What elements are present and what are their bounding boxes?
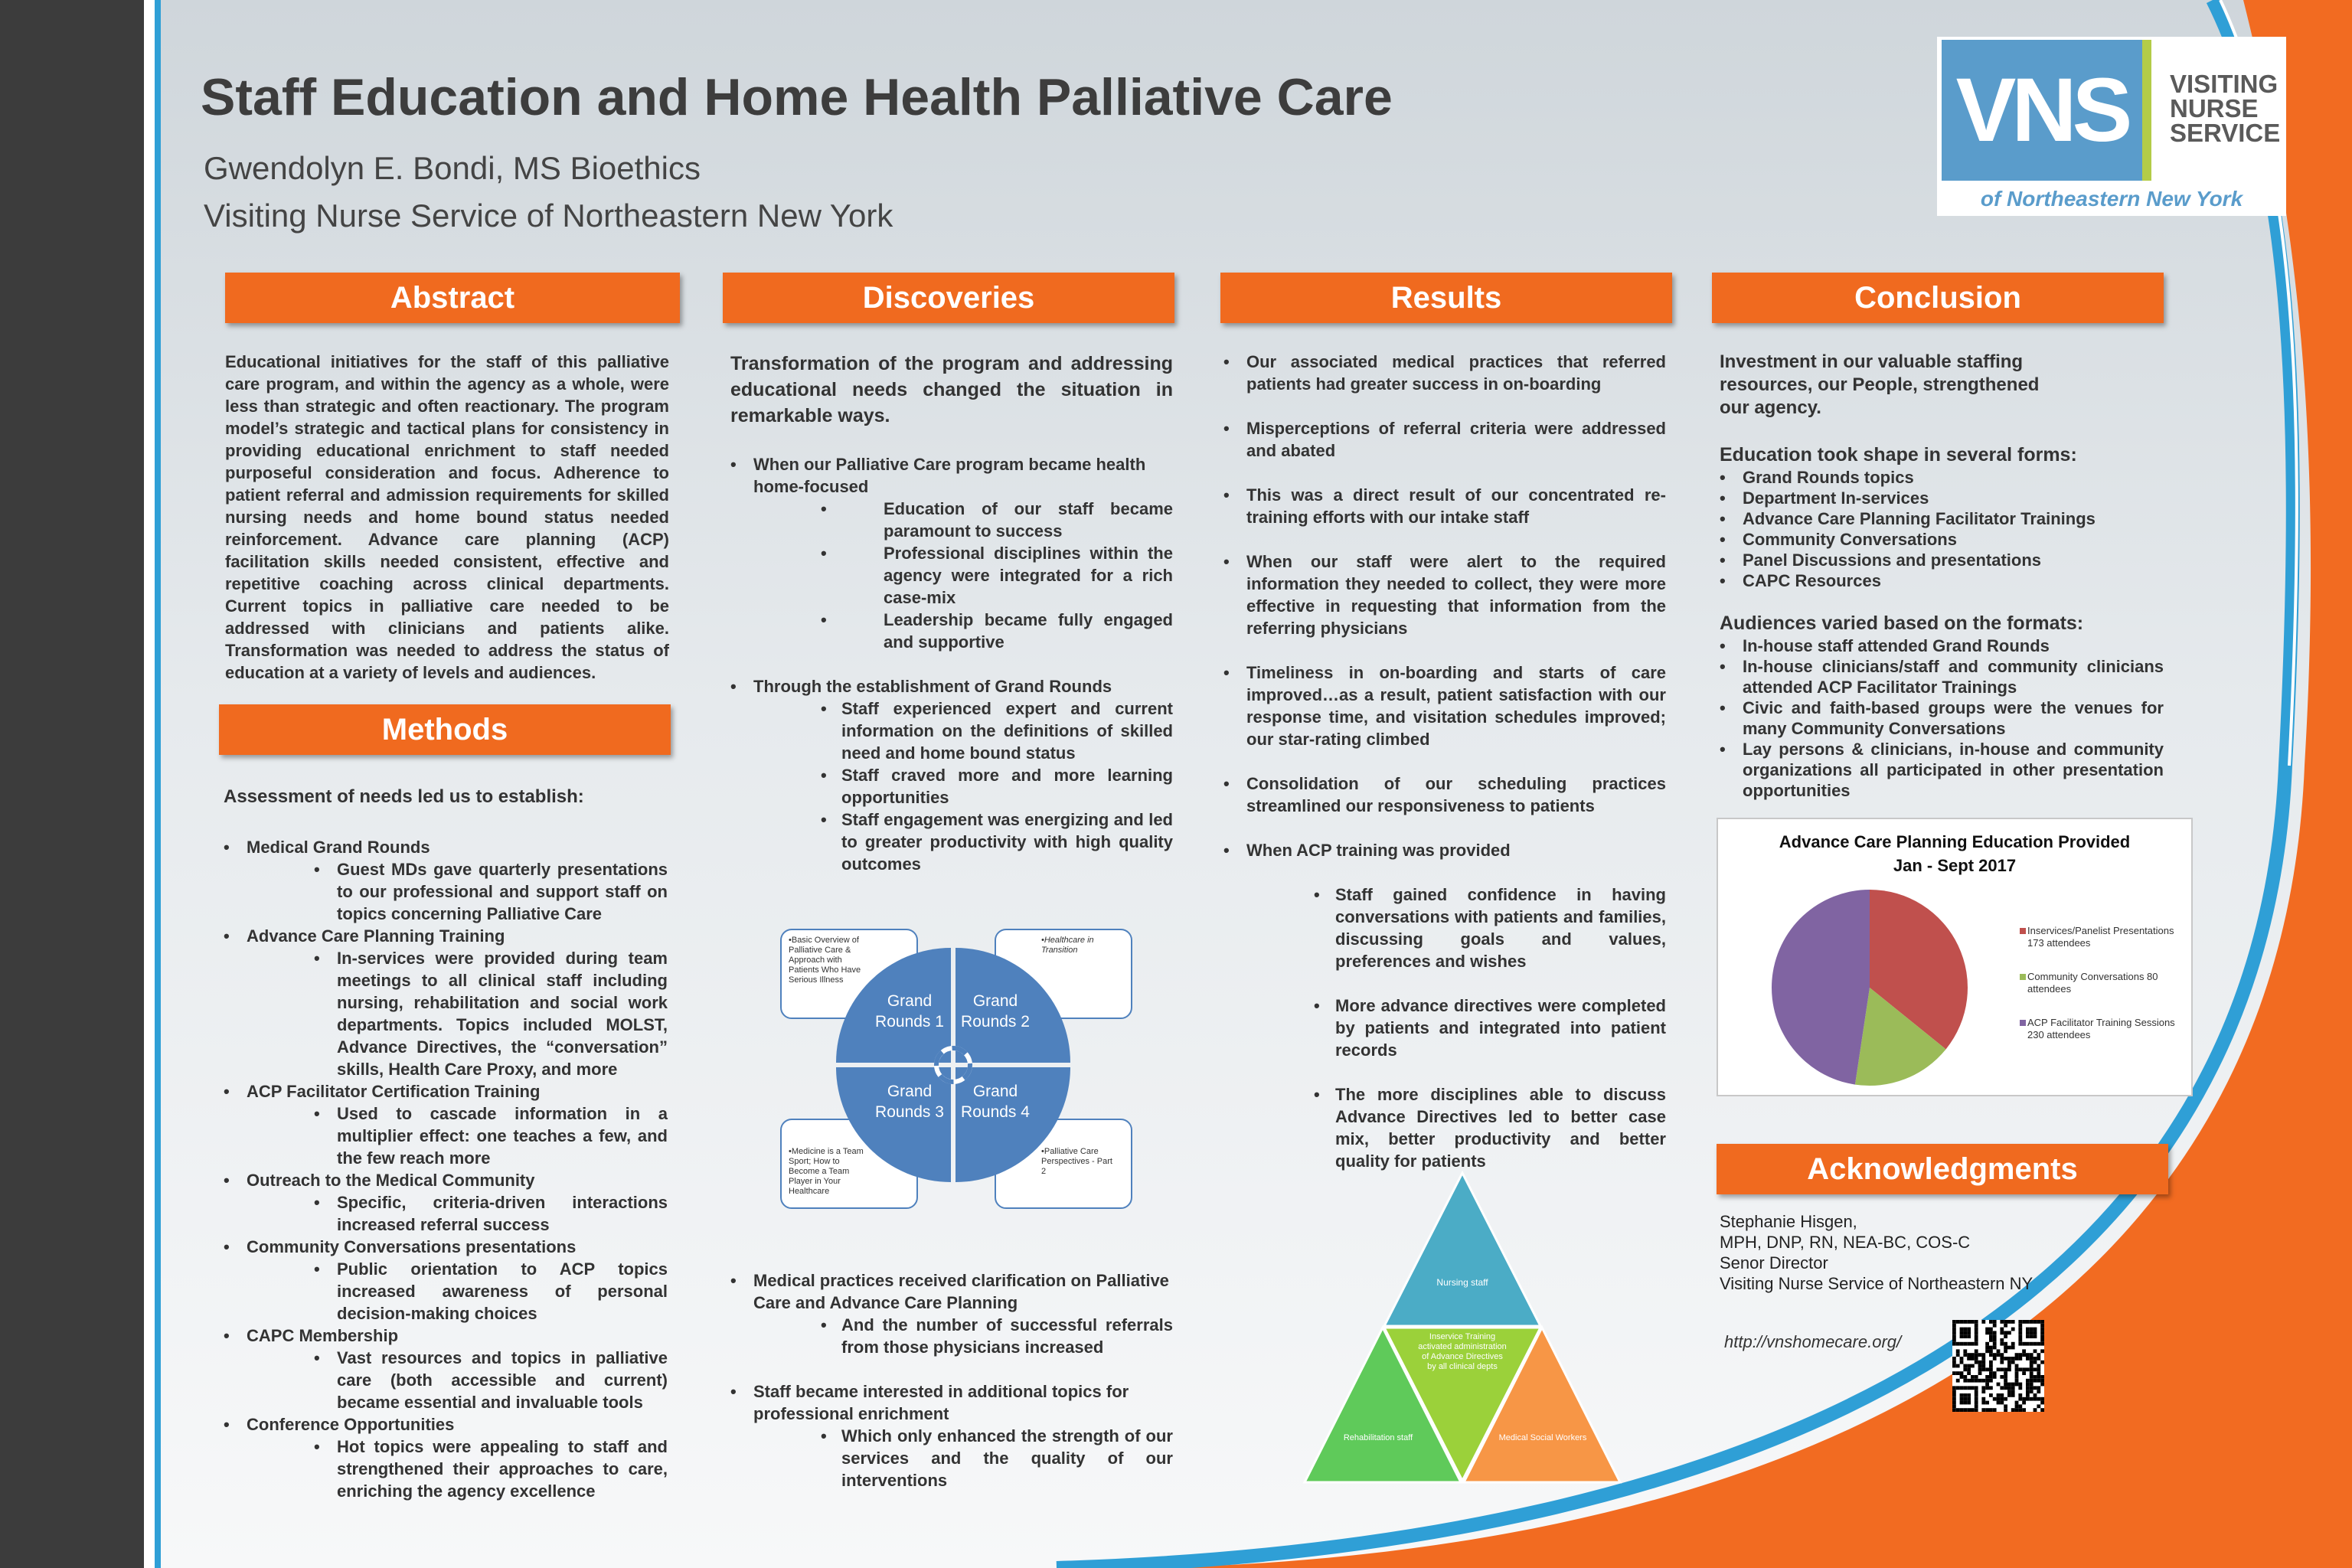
discoveries-item: • When our Palliative Care program became health home-focused <box>730 453 1173 498</box>
discoveries-intro: Transformation of the program and addressing educational needs changed the situation in remarkable ways. <box>730 353 1173 426</box>
results-heading: Results <box>1220 273 1672 323</box>
website-link[interactable]: http://vnshomecare.org/ <box>1724 1332 1902 1351</box>
abstract-body: Educational initiatives for the staff of this palliative care program, and within the agency as a whole, were less than strategic and often reactionary. The program model’s strategic and tactical plans for consistency in providing educational enrichment to staff needed purposeful consideration and focus. Adherence to patient referral and admission requirements for skilled nursing needs and home bound status needed reinforcement. Advance care planning (ACP) facilitation skills needed consistent, effective and repetitive coaching across clinical departments. Current topics in palliative care needed to be addressed with clinicians and patients alike. Transformation was needed to address the status of education at a variety of levels and audiences. <box>225 352 669 682</box>
conclusion-form-item: • Advance Care Planning Facilitator Trainings <box>1720 508 2164 529</box>
diagram-label-q1: Grand Rounds 1 <box>875 992 944 1031</box>
staff-triangle-diagram <box>1302 1170 1623 1491</box>
conclusion-forms-list <box>1720 467 2164 591</box>
methods-item: • Advance Care Planning Training <box>224 925 668 947</box>
discoveries-subitem: • Professional disciplines within the agency were integrated for a rich case-mix <box>730 542 1173 609</box>
discoveries-subitem: • Which only enhanced the strength of our services and the quality of our interventions <box>730 1425 1173 1491</box>
results-list <box>1223 351 1666 1172</box>
methods-subitem: • Hot topics were appealing to staff and strengthened their approaches to care, enriching the agency excellence <box>224 1436 668 1502</box>
diagram-note-4: •Palliative Care Perspectives - Part 2 <box>1041 1147 1112 1176</box>
methods-item: • Community Conversations presentations <box>224 1236 668 1258</box>
conclusion-form-item: • Department In-services <box>1720 488 2164 508</box>
conclusion-audience-item: • In-house clinicians/staff and community clinicians attended ACP Facilitator Trainings <box>1720 656 2164 697</box>
methods-subitem: • Specific, criteria-driven interactions increased referral success <box>224 1191 668 1236</box>
results-subitem: • The more disciplines able to discuss Advance Directives led to better case mix, better productivity and better quality for patients <box>1223 1083 1666 1172</box>
pie-chart <box>1718 819 2191 1095</box>
discoveries-subitem: • And the number of successful referrals from those physicians increased <box>730 1314 1173 1358</box>
vns-logo <box>1937 37 2286 216</box>
conclusion-intro: Investment in our valuable staffing resources, our People, strengthened our agency. <box>1720 351 2040 418</box>
ack-name: Stephanie Hisgen, <box>1720 1212 1857 1231</box>
triangle-label-top: Nursing staff <box>1436 1277 1488 1288</box>
abstract-heading: Abstract <box>225 273 680 323</box>
methods-item: • Conference Opportunities <box>224 1413 668 1436</box>
logo-tagline: of Northeastern New York <box>1980 187 2243 211</box>
methods-subitem: • Vast resources and topics in palliative care (both accessible and current) became essential and invaluable tools <box>224 1347 668 1413</box>
methods-list <box>224 836 668 1502</box>
diagram-label-q2: Grand Rounds 2 <box>961 992 1030 1031</box>
triangle-label-left: Rehabilitation staff <box>1343 1433 1413 1442</box>
results-item: • Our associated medical practices that referred patients had greater success in on-boarding <box>1223 351 1666 395</box>
logo-line3: SERVICE <box>2170 119 2281 147</box>
legend-swatch <box>2020 928 2026 934</box>
author-name: Gwendolyn E. Bondi, MS Bioethics <box>204 150 701 186</box>
results-item: • When ACP training was provided <box>1223 839 1666 861</box>
cycle-arrows-icon <box>936 1048 970 1082</box>
methods-subitem: • Used to cascade information in a multiplier effect: one teaches a few, and the few reach more <box>224 1102 668 1169</box>
diagram-note-1: •Basic Overview of Palliative Care & Approach with Patients Who Have Serious Illness <box>789 936 861 985</box>
methods-subitem: • In-services were provided during team meetings to all clinical staff including nursing, rehabilitation and social work departments. Topics included MOLST, Advance Directives, the “conversation” skills, Health Care Proxy, and more <box>224 947 668 1080</box>
legend-item-acp <box>2027 1017 2188 1041</box>
diagram-label-q4: Grand Rounds 4 <box>961 1083 1030 1121</box>
results-subitem: • Staff gained confidence in having conversations with patients and families, discussing goals and values, preferences and wishes <box>1223 884 1666 972</box>
pie-chart-panel <box>1717 818 2193 1096</box>
conclusion-audiences-heading: Audiences varied based on the formats: <box>1720 612 2084 634</box>
chart-subtitle: Jan - Sept 2017 <box>1893 856 2017 875</box>
methods-item: • ACP Facilitator Certification Training <box>224 1080 668 1102</box>
methods-item: • CAPC Membership <box>224 1325 668 1347</box>
organization-name: Visiting Nurse Service of Northeastern New York <box>204 198 893 234</box>
logo-line1: VISITING <box>2170 70 2278 98</box>
legend-label: Community Conversations 80 attendees <box>2027 971 2158 995</box>
conclusion-audiences-list <box>1720 635 2164 801</box>
results-subitem: • More advance directives were completed by patients and integrated into patient records <box>1223 995 1666 1061</box>
methods-item: • Medical Grand Rounds <box>224 836 668 858</box>
discoveries-list-top <box>730 453 1173 875</box>
methods-subitem: • Guest MDs gave quarterly presentations to our professional and support staff on topics concerning Palliative Care <box>224 858 668 925</box>
results-item: • Misperceptions of referral criteria were addressed and abated <box>1223 417 1666 462</box>
logo-abbr: VNS <box>1942 40 2142 181</box>
conclusion-audience-item: • Civic and faith-based groups were the venues for many Community Conversations <box>1720 697 2164 739</box>
conclusion-form-item: • Community Conversations <box>1720 529 2164 550</box>
legend-item-inservices <box>2027 925 2188 949</box>
ack-org: Visiting Nurse Service of Northeastern NY <box>1720 1274 2034 1293</box>
acknowledgments-body <box>1720 1211 2033 1294</box>
conclusion-heading: Conclusion <box>1712 273 2164 323</box>
logo-green-block <box>2142 40 2283 181</box>
legend-label: ACP Facilitator Training Sessions 230 attendees <box>2027 1017 2175 1040</box>
chart-title: Advance Care Planning Education Provided <box>1779 832 2131 851</box>
conclusion-audience-item: • In-house staff attended Grand Rounds <box>1720 635 2164 656</box>
results-item: • This was a direct result of our concentrated re-training efforts with our intake staff <box>1223 484 1666 528</box>
pie-slice-acp-facilitator-training-sessions <box>1772 890 1870 1085</box>
results-item: • Consolidation of our scheduling practices streamlined our responsiveness to patients <box>1223 773 1666 817</box>
triangle-label-right: Medical Social Workers <box>1498 1433 1587 1442</box>
discoveries-heading: Discoveries <box>723 273 1174 323</box>
discoveries-item: • Medical practices received clarification on Palliative Care and Advance Care Planning <box>730 1269 1173 1314</box>
acknowledgments-heading: Acknowledgments <box>1717 1144 2168 1194</box>
conclusion-form-item: • Panel Discussions and presentations <box>1720 550 2164 570</box>
legend-swatch <box>2020 1020 2026 1026</box>
conclusion-audience-item: • Lay persons & clinicians, in-house and community organizations all participated in other presentation opportunities <box>1720 739 2164 801</box>
conclusion-form-item: • Grand Rounds topics <box>1720 467 2164 488</box>
triangle-label-middle: Inservice Training activated administration of Advance Directives by all clinical depts <box>1418 1332 1507 1371</box>
triangle-top <box>1384 1173 1540 1326</box>
qr-code-icon[interactable] <box>1952 1320 2044 1412</box>
discoveries-subitem: • Education of our staff became paramount to success <box>730 498 1173 542</box>
ack-credentials: MPH, DNP, RN, NEA-BC, COS-C <box>1720 1233 1971 1252</box>
discoveries-subitem: • Staff engagement was energizing and led to greater productivity with high quality outcomes <box>730 808 1173 875</box>
results-item: • Timeliness in on-boarding and starts of care improved…as a result, patient satisfaction with our response time, and visitation schedules improved; our star-rating climbed <box>1223 662 1666 750</box>
ack-role: Senor Director <box>1720 1253 1828 1272</box>
conclusion-form-item: • CAPC Resources <box>1720 570 2164 591</box>
methods-subitem: • Public orientation to ACP topics increased awareness of personal decision-making choices <box>224 1258 668 1325</box>
discoveries-list-bottom <box>730 1269 1173 1491</box>
discoveries-subitem: • Leadership became fully engaged and supportive <box>730 609 1173 653</box>
discoveries-subitem: • Staff craved more and more learning opportunities <box>730 764 1173 808</box>
diagram-label-q3: Grand Rounds 3 <box>875 1083 944 1121</box>
methods-intro: Assessment of needs led us to establish: <box>224 786 584 807</box>
discoveries-item: • Staff became interested in additional topics for professional enrichment <box>730 1380 1173 1425</box>
conclusion-forms-heading: Education took shape in several forms: <box>1720 444 2077 466</box>
legend-item-community <box>2027 971 2188 995</box>
methods-item: • Outreach to the Medical Community <box>224 1169 668 1191</box>
discoveries-item: • Through the establishment of Grand Rounds <box>730 675 1173 697</box>
discoveries-subitem: • Staff experienced expert and current information on the definitions of skilled need and home bound status <box>730 697 1173 764</box>
results-item: • When our staff were alert to the required information they needed to collect, they were more effective in requesting that information from the referring physicians <box>1223 550 1666 639</box>
diagram-note-2: •Healthcare in Transition <box>1041 936 1094 955</box>
methods-heading: Methods <box>219 704 671 755</box>
legend-label: Inservices/Panelist Presentations 173 attendees <box>2027 925 2174 949</box>
diagram-note-3: •Medicine is a Team Sport; How to Become a Team Player in Your Healthcare <box>789 1147 864 1196</box>
legend-swatch <box>2020 974 2026 980</box>
logo-line2: NURSE <box>2170 94 2259 122</box>
poster-title: Staff Education and Home Health Palliative Care <box>201 68 1393 126</box>
